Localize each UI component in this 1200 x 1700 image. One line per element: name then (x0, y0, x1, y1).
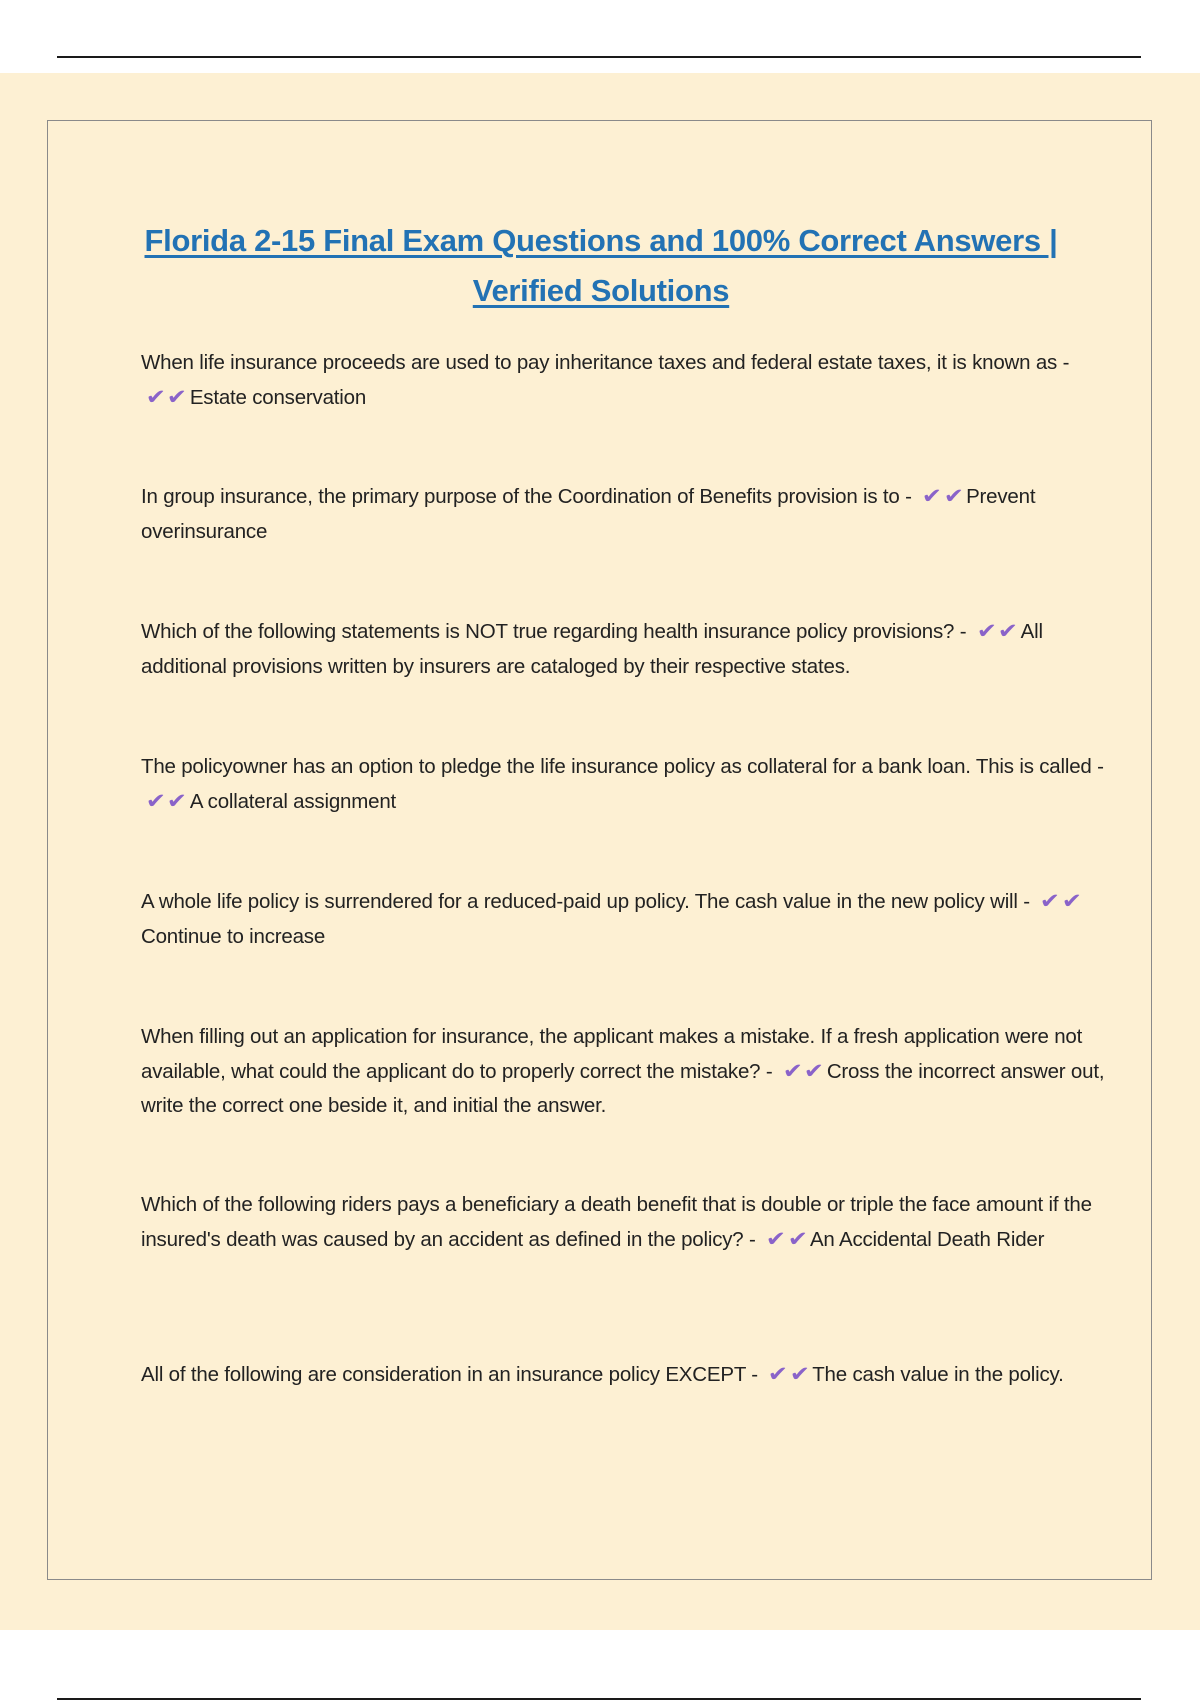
qa-item-6 (141, 1020, 1111, 1124)
question-text: When life insurance proceeds are used to pay inheritance taxes and federal estate taxes, it is known as - (141, 351, 1070, 374)
top-rule (57, 56, 1141, 58)
answer-text: A collateral assignment (189, 789, 397, 813)
check-icons (976, 615, 1019, 650)
check-icon: ✔ (1061, 890, 1082, 913)
qa-item-2 (141, 480, 1111, 549)
check-icons (921, 480, 964, 515)
check-icon: ✔ (787, 1227, 808, 1251)
check-icon: ✔ (976, 620, 997, 643)
answer-text: Continue to increase (141, 924, 326, 948)
content-frame (47, 120, 1152, 1580)
check-icon: ✔ (167, 385, 188, 409)
answer-text: An Accidental Death Rider (809, 1227, 1045, 1251)
check-icon: ✔ (782, 1059, 803, 1083)
check-icon: ✔ (145, 385, 166, 409)
check-icons (145, 785, 188, 820)
qa-item-3 (141, 615, 1111, 684)
answer-text: Cross the incorrect answer out, write the correct one beside it, and initial the answer. (141, 1059, 1105, 1117)
check-icon: ✔ (997, 620, 1018, 643)
check-icons (145, 381, 188, 416)
check-icon: ✔ (145, 789, 166, 813)
check-icon: ✔ (1040, 890, 1061, 913)
question-text: When filling out an application for insurance, the applicant makes a mistake. If a fresh application were not available, what could the applicant do to properly correct the mistake? - (141, 1025, 1083, 1083)
answer-text: All additional provisions written by insurers are cataloged by their respective states. (141, 620, 1043, 678)
qa-item-4 (141, 750, 1111, 819)
question-text: In group insurance, the primary purpose of the Coordination of Benefits provision is to - (141, 485, 912, 508)
answer-text: Estate conservation (189, 385, 367, 409)
question-text: A whole life policy is surrendered for a reduced-paid up policy. The cash value in the new policy will - (141, 890, 1030, 913)
document-title: Florida 2-15 Final Exam Questions and 100% Correct Answers | Verified Solutions (144, 223, 1058, 308)
check-icons (782, 1055, 825, 1090)
check-icon: ✔ (921, 485, 942, 508)
qa-item-5 (141, 885, 1111, 954)
page-band (0, 73, 1200, 1630)
check-icons (767, 1358, 810, 1393)
question-text: The policyowner has an option to pledge the life insurance policy as collateral for a bank loan. This is called - (141, 755, 1104, 778)
check-icons (765, 1223, 808, 1258)
qa-item-1 (141, 346, 1111, 415)
check-icon: ✔ (943, 485, 964, 508)
check-icons (1039, 885, 1082, 920)
question-text: Which of the following statements is NOT true regarding health insurance policy provisions? - (141, 620, 967, 643)
check-icon: ✔ (167, 789, 188, 813)
check-icon: ✔ (789, 1363, 810, 1386)
answer-text: Prevent overinsurance (141, 485, 1036, 543)
check-icon: ✔ (768, 1363, 789, 1386)
qa-item-7 (141, 1188, 1111, 1257)
answer-text: The cash value in the policy. (812, 1363, 1064, 1386)
check-icon: ✔ (804, 1059, 825, 1083)
qa-item-8 (141, 1358, 1111, 1393)
check-icon: ✔ (765, 1227, 786, 1251)
question-text: Which of the following riders pays a beneficiary a death benefit that is double or triple the face amount if the insured's death was caused by an accident as defined in the policy? - (141, 1193, 1092, 1251)
question-text: All of the following are consideration in an insurance policy EXCEPT - (141, 1363, 758, 1386)
